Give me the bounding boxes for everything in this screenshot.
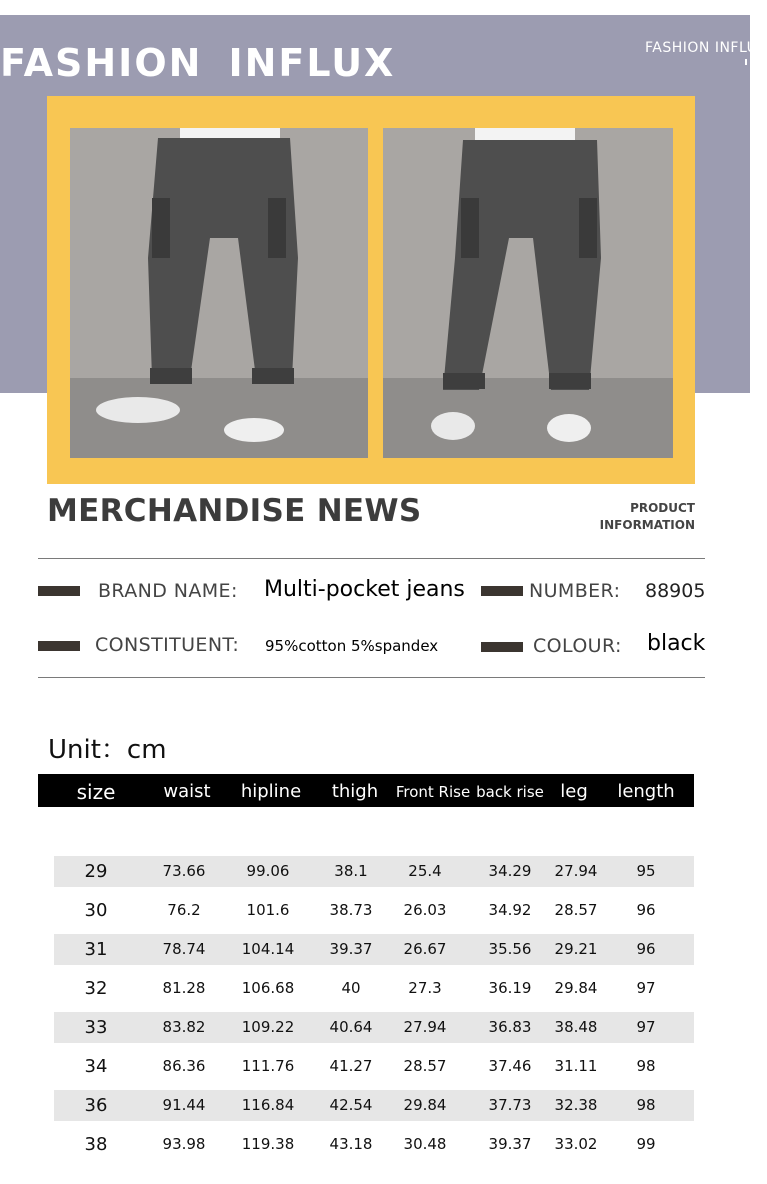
cell-front-rise: 26.67 (403, 940, 447, 958)
cell-waist: 83.82 (162, 1018, 206, 1036)
cell-front-rise: 27.3 (408, 979, 442, 997)
product-information-label (600, 500, 695, 534)
cell-leg: 29.21 (554, 940, 598, 958)
cell-leg: 28.57 (554, 901, 598, 919)
cell-back-rise: 34.29 (488, 862, 532, 880)
cell-hipline: 116.84 (241, 1096, 295, 1114)
constituent-label: CONSTITUENT: (95, 634, 240, 656)
cell-size: 33 (84, 1017, 108, 1038)
product-photo-front (70, 128, 368, 458)
table-row (54, 1012, 694, 1043)
cell-leg: 29.84 (554, 979, 598, 997)
product-info-line1: PRODUCT (630, 501, 695, 515)
cell-back-rise: 34.92 (488, 901, 532, 919)
divider-top (38, 558, 705, 559)
header-waist: waist (163, 781, 211, 802)
cell-waist: 86.36 (162, 1057, 206, 1075)
cell-waist: 91.44 (162, 1096, 206, 1114)
constituent-bar-mark (38, 641, 80, 651)
hero-title (0, 43, 395, 83)
brand-name-value: Multi-pocket jeans (264, 577, 465, 602)
cell-size: 36 (84, 1095, 108, 1116)
cell-leg: 33.02 (554, 1135, 598, 1153)
cell-back-rise: 36.19 (488, 979, 532, 997)
colour-value: black (647, 631, 706, 656)
brand-bar-mark (38, 586, 80, 596)
cell-length: 96 (636, 940, 656, 958)
cell-length: 98 (636, 1057, 656, 1075)
header-size: size (76, 780, 116, 804)
cell-size: 31 (84, 939, 108, 960)
cell-waist: 81.28 (162, 979, 206, 997)
table-row (54, 973, 694, 1004)
cell-leg: 27.94 (554, 862, 598, 880)
header-length: length (617, 781, 675, 802)
cell-length: 99 (636, 1135, 656, 1153)
hero-small-text: FASHION INFLUX (645, 40, 767, 56)
cell-thigh: 38.73 (329, 901, 373, 919)
size-table-header (38, 774, 694, 807)
cell-waist: 73.66 (162, 862, 206, 880)
header-thigh: thigh (331, 781, 379, 802)
header-leg: leg (560, 781, 588, 802)
cell-hipline: 104.14 (241, 940, 295, 958)
table-row (54, 1090, 694, 1121)
constituent-value: 95%cotton 5%spandex (265, 637, 439, 655)
cell-hipline: 111.76 (241, 1057, 295, 1075)
cell-back-rise: 35.56 (488, 940, 532, 958)
cell-back-rise: 36.83 (488, 1018, 532, 1036)
table-row (54, 1129, 694, 1160)
header-front-rise: Front Rise (395, 783, 471, 801)
cell-back-rise: 39.37 (488, 1135, 532, 1153)
cell-back-rise: 37.73 (488, 1096, 532, 1114)
colour-bar-mark (481, 642, 523, 652)
cell-front-rise: 29.84 (403, 1096, 447, 1114)
cell-front-rise: 27.94 (403, 1018, 447, 1036)
colour-label: COLOUR: (533, 635, 622, 657)
hero-title-word2: INFLUX (228, 41, 396, 85)
table-row (54, 856, 694, 887)
hero-title-word1: FASHION (0, 41, 203, 85)
cell-waist: 93.98 (162, 1135, 206, 1153)
cell-thigh: 40.64 (329, 1018, 373, 1036)
table-row (54, 934, 694, 965)
cell-leg: 38.48 (554, 1018, 598, 1036)
cell-length: 96 (636, 901, 656, 919)
unit-label: Unit：cm (48, 735, 167, 765)
cell-hipline: 101.6 (246, 901, 290, 919)
cell-length: 97 (636, 1018, 656, 1036)
cell-length: 97 (636, 979, 656, 997)
cell-thigh: 40 (341, 979, 361, 997)
table-row (54, 1051, 694, 1082)
cell-size: 29 (84, 861, 108, 882)
cell-front-rise: 25.4 (408, 862, 442, 880)
hero-small-mark (745, 59, 747, 65)
number-value: 88905 (645, 580, 706, 602)
header-back-rise: back rise (476, 783, 544, 801)
product-info-line2: INFORMATION (599, 518, 695, 532)
cell-thigh: 43.18 (329, 1135, 373, 1153)
cell-size: 30 (84, 900, 108, 921)
cell-hipline: 109.22 (241, 1018, 295, 1036)
cell-front-rise: 30.48 (403, 1135, 447, 1153)
cell-leg: 31.11 (554, 1057, 598, 1075)
header-hipline: hipline (240, 781, 302, 802)
cell-thigh: 38.1 (334, 862, 368, 880)
cell-size: 38 (84, 1134, 108, 1155)
cell-hipline: 119.38 (241, 1135, 295, 1153)
brand-name-label: BRAND NAME: (98, 580, 238, 602)
cell-waist: 78.74 (162, 940, 206, 958)
cell-size: 32 (84, 978, 108, 999)
cell-waist: 76.2 (167, 901, 201, 919)
number-bar-mark (481, 586, 523, 596)
cell-length: 95 (636, 862, 656, 880)
cell-size: 34 (84, 1056, 108, 1077)
product-photo-back (383, 128, 673, 458)
cell-front-rise: 26.03 (403, 901, 447, 919)
merchandise-news-title: MERCHANDISE NEWS (47, 493, 422, 529)
cell-thigh: 39.37 (329, 940, 373, 958)
cell-length: 98 (636, 1096, 656, 1114)
table-row (54, 895, 694, 926)
divider-bottom (38, 677, 705, 678)
number-label: NUMBER: (529, 580, 621, 602)
cell-back-rise: 37.46 (488, 1057, 532, 1075)
cell-hipline: 106.68 (241, 979, 295, 997)
cell-thigh: 41.27 (329, 1057, 373, 1075)
cell-hipline: 99.06 (246, 862, 290, 880)
cell-leg: 32.38 (554, 1096, 598, 1114)
cell-thigh: 42.54 (329, 1096, 373, 1114)
cell-front-rise: 28.57 (403, 1057, 447, 1075)
